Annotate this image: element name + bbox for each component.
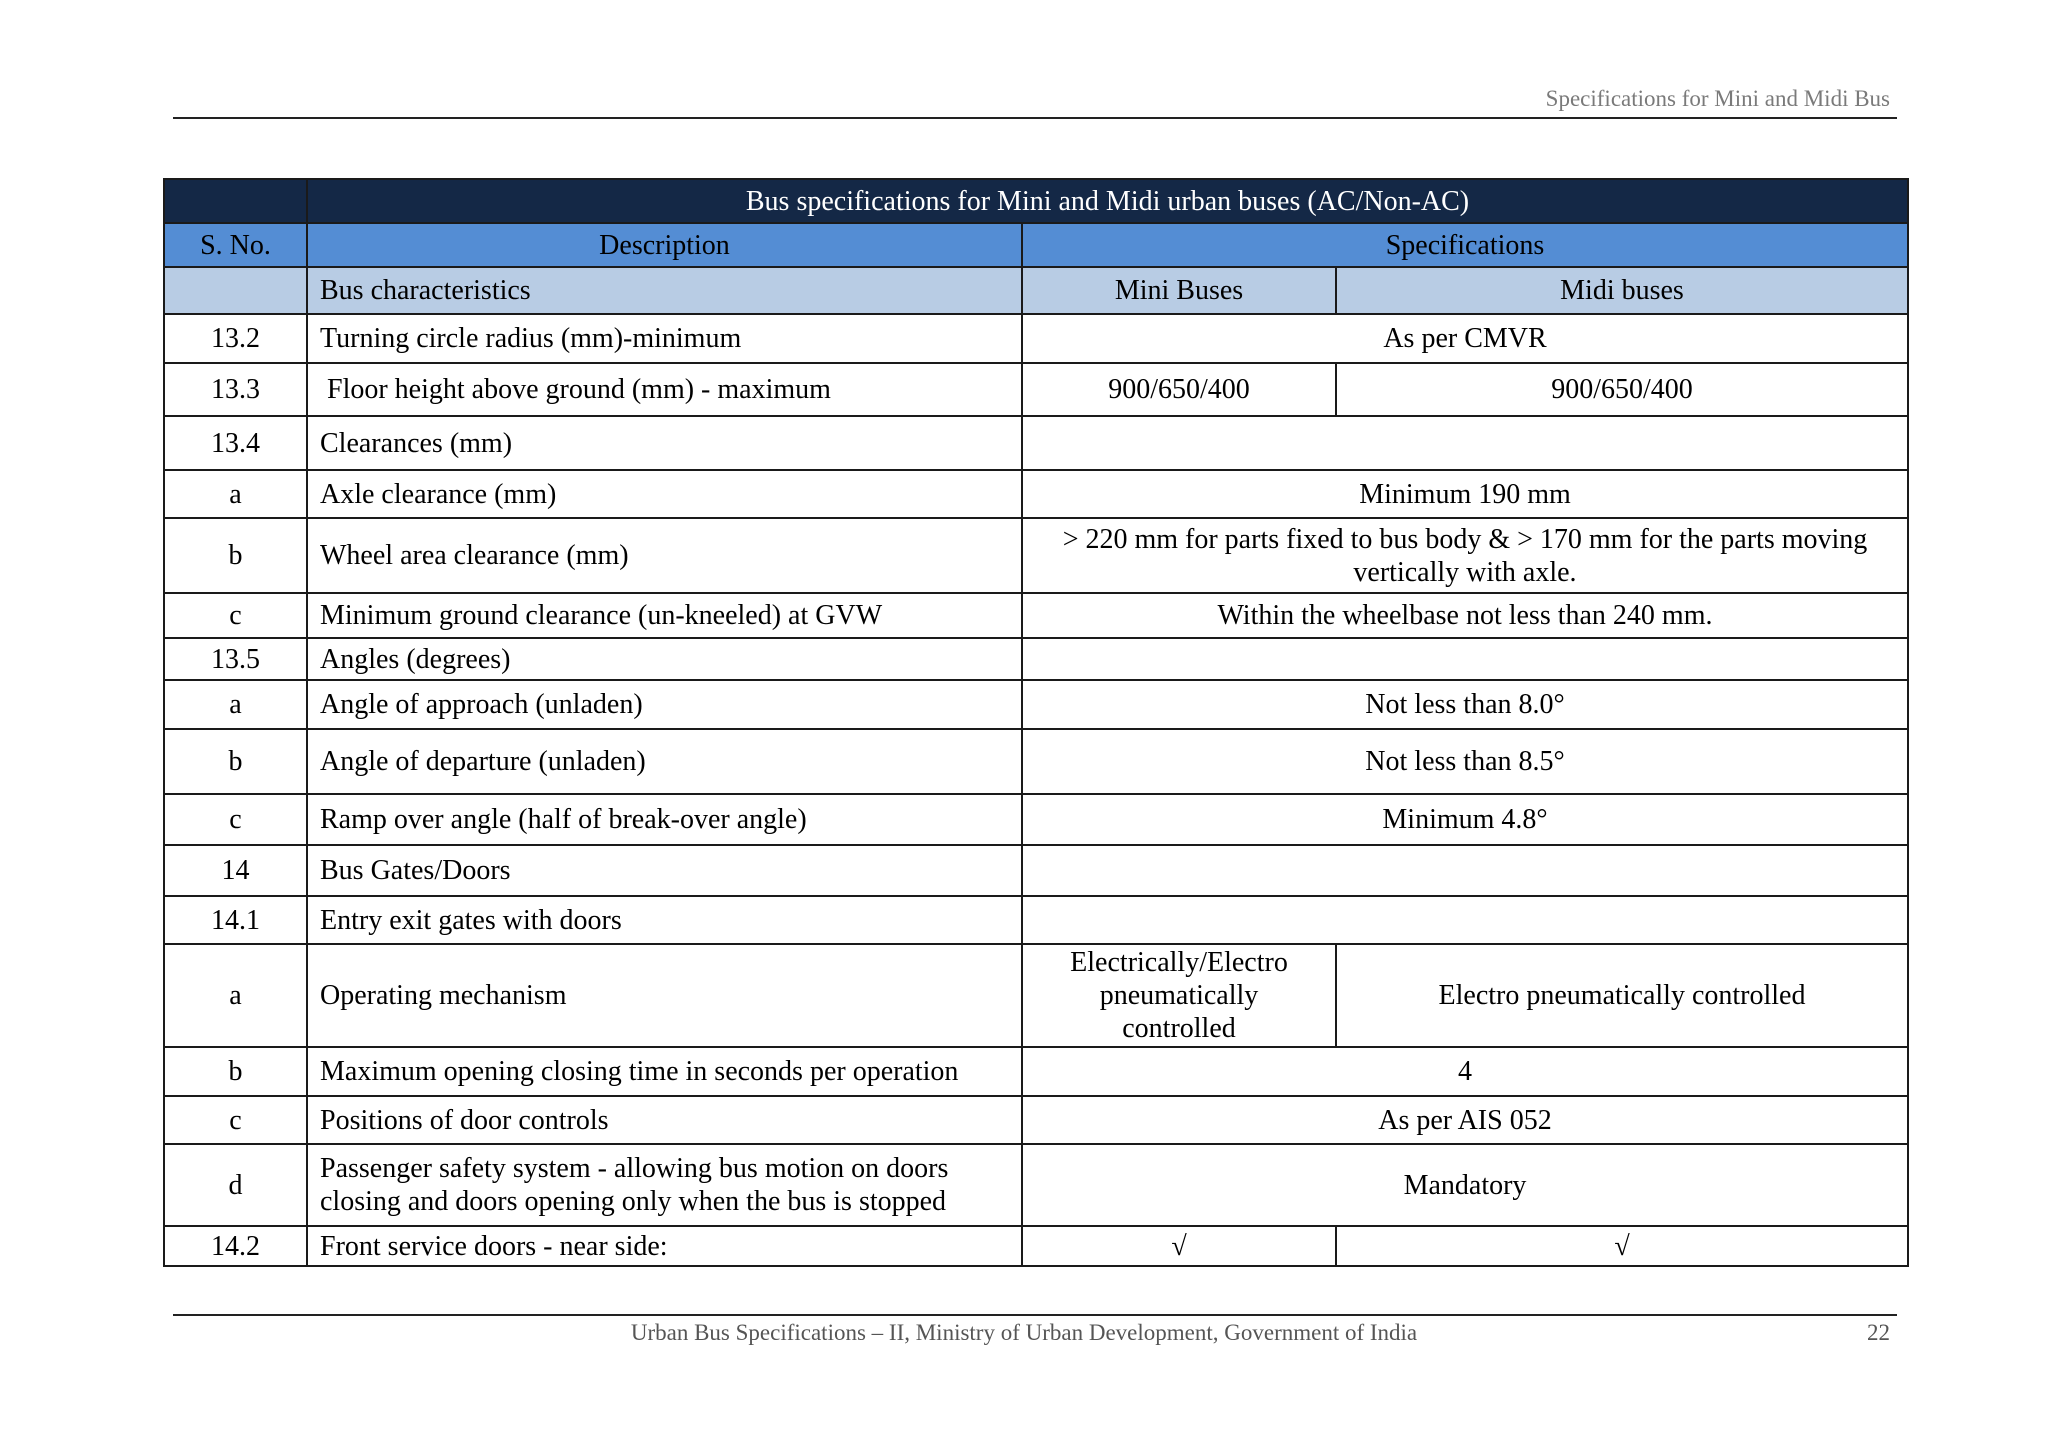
table-row bbox=[164, 944, 1908, 1047]
row-sno: 14 bbox=[164, 845, 307, 896]
page-header: Specifications for Mini and Midi Bus bbox=[1545, 86, 1890, 111]
table-row bbox=[164, 845, 1908, 896]
spec-table bbox=[163, 178, 1909, 1267]
subheader-mini-buses: Mini Buses bbox=[1022, 267, 1336, 314]
row-spec-mini: 900/650/400 bbox=[1022, 363, 1336, 416]
row-sno: b bbox=[164, 729, 307, 794]
row-spec-midi: Electro pneumatically controlled bbox=[1336, 944, 1908, 1047]
row-specification: As per CMVR bbox=[1022, 314, 1908, 363]
table-row bbox=[164, 680, 1908, 729]
row-specification bbox=[1022, 638, 1908, 680]
row-specification: Within the wheelbase not less than 240 mm. bbox=[1022, 593, 1908, 638]
table-row bbox=[164, 638, 1908, 680]
table-row bbox=[164, 593, 1908, 638]
spec-line: Electrically/Electro bbox=[1070, 947, 1288, 978]
row-specification bbox=[1022, 518, 1908, 593]
table-row bbox=[164, 470, 1908, 518]
row-description: Operating mechanism bbox=[307, 944, 1022, 1047]
row-sno: a bbox=[164, 470, 307, 518]
table-title: Bus specifications for Mini and Midi urban buses (AC/Non-AC) bbox=[307, 179, 1908, 223]
table-row bbox=[164, 794, 1908, 845]
spec-line: pneumatically bbox=[1099, 980, 1259, 1011]
row-description: Minimum ground clearance (un-kneeled) at GVW bbox=[307, 593, 1022, 638]
row-sno: 13.2 bbox=[164, 314, 307, 363]
subheader-midi-buses: Midi buses bbox=[1336, 267, 1908, 314]
row-sno: b bbox=[164, 518, 307, 593]
row-specification bbox=[1022, 416, 1908, 470]
col-header-description: Description bbox=[307, 223, 1022, 267]
spec-line: vertically with axle. bbox=[1353, 556, 1577, 588]
row-sno: a bbox=[164, 944, 307, 1047]
row-specification bbox=[1022, 896, 1908, 944]
table-header-row bbox=[164, 223, 1908, 267]
table-row bbox=[164, 896, 1908, 944]
row-description: Turning circle radius (mm)-minimum bbox=[307, 314, 1022, 363]
row-specification: As per AIS 052 bbox=[1022, 1096, 1908, 1144]
desc-line: closing and doors opening only when the bus is stopped bbox=[320, 1186, 947, 1217]
table-row bbox=[164, 1144, 1908, 1226]
desc-line: Passenger safety system - allowing bus motion on doors bbox=[320, 1153, 949, 1184]
header-rule bbox=[173, 117, 1897, 119]
table-row bbox=[164, 518, 1908, 593]
table-row bbox=[164, 1096, 1908, 1144]
table-row bbox=[164, 416, 1908, 470]
row-sno: c bbox=[164, 593, 307, 638]
row-sno: d bbox=[164, 1144, 307, 1226]
row-description: Floor height above ground (mm) - maximum bbox=[307, 363, 1022, 416]
row-sno: b bbox=[164, 1047, 307, 1096]
row-specification bbox=[1022, 845, 1908, 896]
row-spec-midi: √ bbox=[1336, 1226, 1908, 1266]
row-sno: 14.1 bbox=[164, 896, 307, 944]
row-spec-midi: 900/650/400 bbox=[1336, 363, 1908, 416]
spec-line: > 220 mm for parts fixed to bus body & > 170 mm for the parts moving bbox=[1062, 523, 1868, 555]
row-specification: 4 bbox=[1022, 1047, 1908, 1096]
row-description: Angle of approach (unladen) bbox=[307, 680, 1022, 729]
row-description: Ramp over angle (half of break-over angle) bbox=[307, 794, 1022, 845]
table-row bbox=[164, 314, 1908, 363]
page-number: 22 bbox=[1867, 1320, 1890, 1345]
row-specification: Not less than 8.0° bbox=[1022, 680, 1908, 729]
table-title-row bbox=[164, 179, 1908, 223]
col-header-specifications: Specifications bbox=[1022, 223, 1908, 267]
row-spec-mini bbox=[1022, 944, 1336, 1047]
row-specification: Minimum 190 mm bbox=[1022, 470, 1908, 518]
row-description: Angles (degrees) bbox=[307, 638, 1022, 680]
title-blank-cell bbox=[164, 179, 307, 223]
table-row bbox=[164, 363, 1908, 416]
row-description: Positions of door controls bbox=[307, 1096, 1022, 1144]
row-sno: a bbox=[164, 680, 307, 729]
row-specification: Minimum 4.8° bbox=[1022, 794, 1908, 845]
table-row bbox=[164, 729, 1908, 794]
row-sno: 13.3 bbox=[164, 363, 307, 416]
row-description: Angle of departure (unladen) bbox=[307, 729, 1022, 794]
row-description: Axle clearance (mm) bbox=[307, 470, 1022, 518]
row-sno: 14.2 bbox=[164, 1226, 307, 1266]
row-description: Bus Gates/Doors bbox=[307, 845, 1022, 896]
row-description: Front service doors - near side: bbox=[307, 1226, 1022, 1266]
row-description: Entry exit gates with doors bbox=[307, 896, 1022, 944]
row-spec-mini: √ bbox=[1022, 1226, 1336, 1266]
row-description: Maximum opening closing time in seconds per operation bbox=[307, 1047, 1022, 1096]
table-row bbox=[164, 1047, 1908, 1096]
row-description: Clearances (mm) bbox=[307, 416, 1022, 470]
row-sno: c bbox=[164, 1096, 307, 1144]
row-sno: 13.4 bbox=[164, 416, 307, 470]
row-sno: c bbox=[164, 794, 307, 845]
row-description: Wheel area clearance (mm) bbox=[307, 518, 1022, 593]
table-row bbox=[164, 1226, 1908, 1266]
spec-line: controlled bbox=[1122, 1013, 1236, 1044]
row-description bbox=[307, 1144, 1022, 1226]
subheader-blank-cell bbox=[164, 267, 307, 314]
page-footer: Urban Bus Specifications – II, Ministry of Urban Development, Government of India bbox=[630, 1320, 1418, 1345]
table-subheader-row bbox=[164, 267, 1908, 314]
col-header-sno: S. No. bbox=[164, 223, 307, 267]
row-specification: Mandatory bbox=[1022, 1144, 1908, 1226]
footer-rule bbox=[173, 1314, 1897, 1316]
row-specification: Not less than 8.5° bbox=[1022, 729, 1908, 794]
subheader-bus-characteristics: Bus characteristics bbox=[307, 267, 1022, 314]
row-sno: 13.5 bbox=[164, 638, 307, 680]
